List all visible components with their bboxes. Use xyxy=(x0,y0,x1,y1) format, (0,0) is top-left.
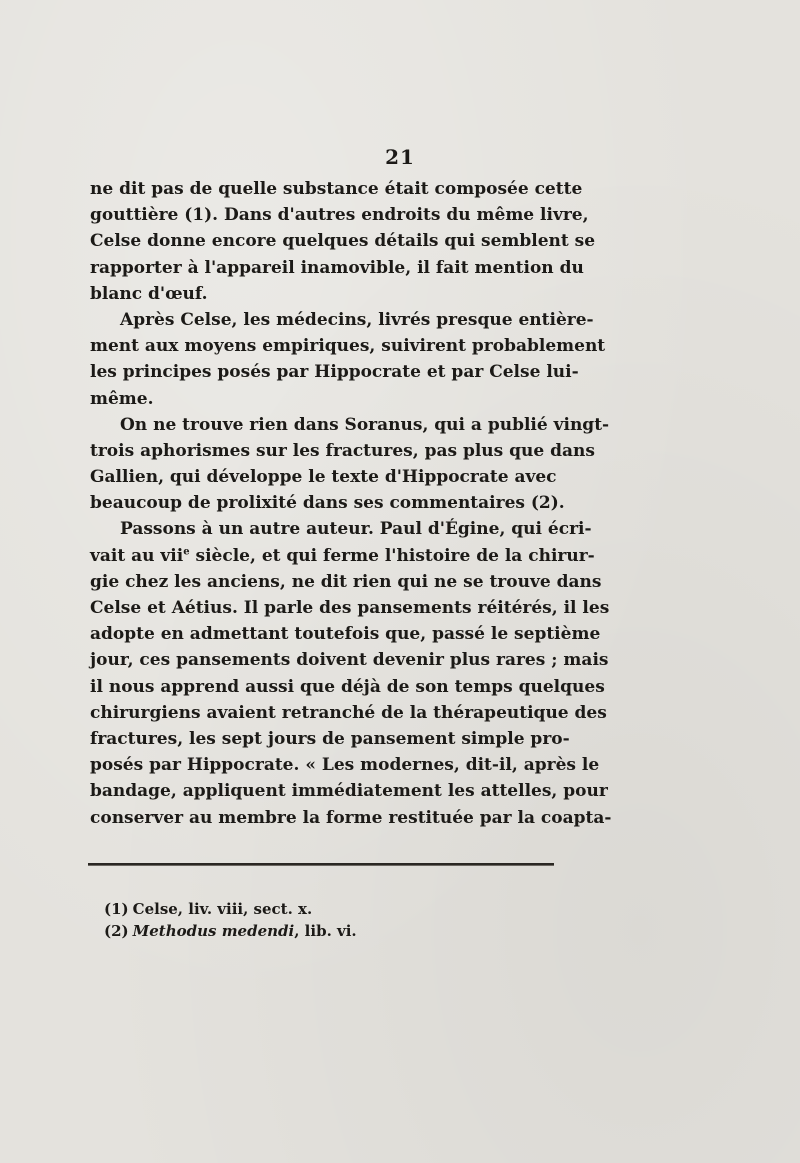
text-line: les principes posés par Hippocrate et par Celse lui- xyxy=(90,362,579,383)
text-line: adopte en admettant toutefois que, passé le septième xyxy=(90,624,601,645)
text-line: blanc d'œuf. xyxy=(90,283,208,304)
text-line xyxy=(90,543,595,569)
superscript: e xyxy=(183,545,190,557)
text-fragment: siècle, et qui ferme l'histoire de la chirur- xyxy=(189,545,595,566)
footnote-2 xyxy=(104,920,544,942)
paragraph-1 xyxy=(90,176,596,307)
text-line: chirurgiens avaient retranché de la thérapeutique des xyxy=(90,702,607,723)
text-line: gouttière (1). Dans d'autres endroits du même livre, xyxy=(90,205,589,226)
text-line: bandage, appliquent immédiatement les attelles, pour xyxy=(90,781,608,802)
text-line: beaucoup de prolixité dans ses commentaires (2). xyxy=(90,493,565,514)
footnote-1 xyxy=(104,898,544,920)
text-fragment: vait au vii xyxy=(90,545,184,566)
footnotes xyxy=(104,898,544,942)
text-line: il nous apprend aussi que déjà de son temps quelques xyxy=(90,676,605,697)
text-line: gie chez les anciens, ne dit rien qui ne se trouve dans xyxy=(90,571,602,592)
text-line: Celse et Aétius. Il parle des pansements réitérés, il les xyxy=(90,598,610,618)
page-number: 21 xyxy=(385,145,415,169)
text-line: Passons à un autre auteur. Paul d'Égine, qui écri- xyxy=(120,519,592,540)
text-line: Gallien, qui développe le texte d'Hippocrate avec xyxy=(90,467,557,488)
footnote-text: Celse, liv. viii, sect. x. xyxy=(132,900,313,918)
text-line: même. xyxy=(90,388,154,409)
paragraph-4 xyxy=(90,516,612,830)
text-line: ment aux moyens empiriques, suivirent probablement xyxy=(90,336,606,357)
text-line: fractures, les sept jours de pansement simple pro- xyxy=(90,728,570,749)
text-line: jour, ces pansements doivent devenir plus rares ; mais xyxy=(90,650,609,671)
footnote-number: (2) xyxy=(104,922,129,940)
paragraph-3 xyxy=(90,412,610,517)
footnote-title: Methodus medendi xyxy=(132,922,295,940)
text-line: ne dit pas de quelle substance était composée cette xyxy=(90,179,583,199)
body-text xyxy=(90,176,612,831)
text-line: On ne trouve rien dans Soranus, qui a publié vingt- xyxy=(120,414,610,435)
text-line: trois aphorismes sur les fractures, pas plus que dans xyxy=(90,440,595,461)
footnote-divider xyxy=(88,863,554,866)
text-line: posés par Hippocrate. « Les modernes, dit-il, après le xyxy=(90,755,600,776)
text-line: rapporter à l'appareil inamovible, il fait mention du xyxy=(90,257,584,278)
text-line: Celse donne encore quelques détails qui semblent se xyxy=(90,231,596,252)
footnote-text: , lib. vi. xyxy=(294,922,357,940)
paragraph-2 xyxy=(90,307,606,412)
footnote-number: (1) xyxy=(104,900,129,918)
text-line: conserver au membre la forme restituée par la coapta- xyxy=(90,807,612,828)
text-line: Après Celse, les médecins, livrés presque entière- xyxy=(120,309,594,330)
